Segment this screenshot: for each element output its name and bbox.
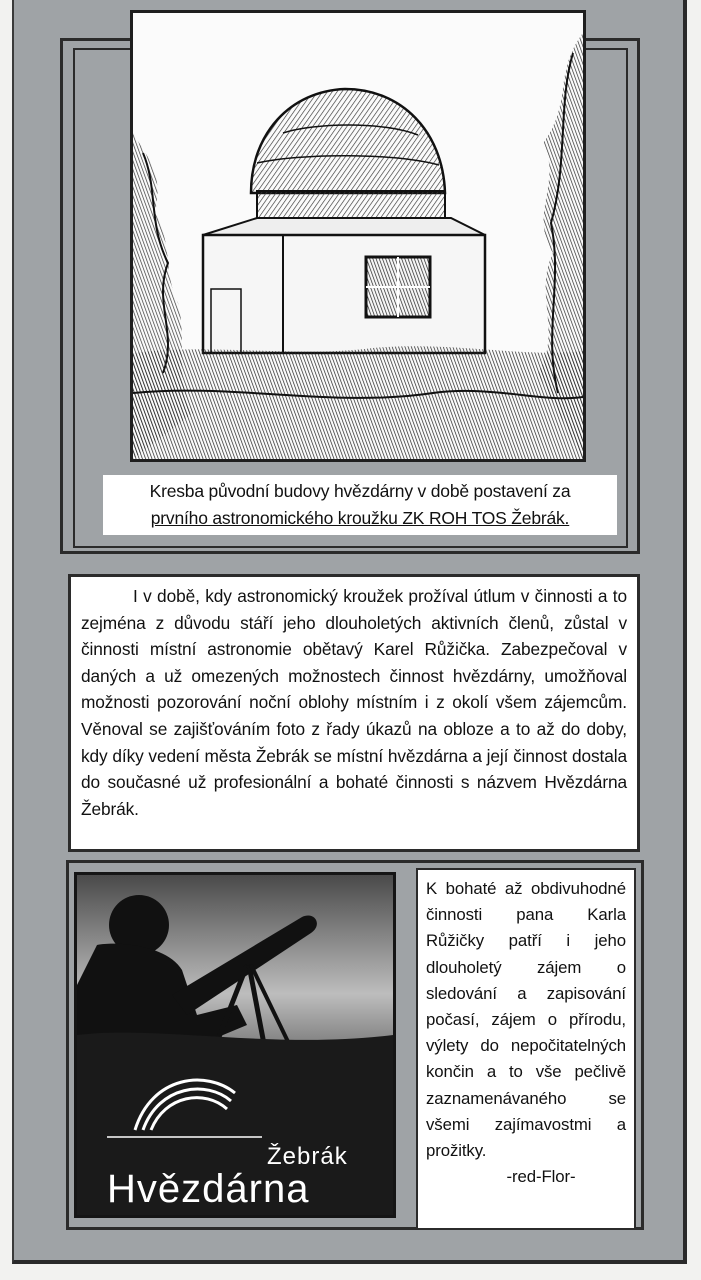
article-text-box — [68, 574, 640, 852]
observatory-sketch-image — [133, 13, 583, 459]
logo-town: Žebrák — [267, 1143, 348, 1170]
side-note-box — [416, 868, 636, 1230]
telescope-photo — [74, 872, 396, 1218]
signature: -red-Flor- — [506, 1167, 576, 1187]
logo-name: Hvězdárna — [107, 1167, 310, 1211]
caption-line-2: prvního astronomického kroužku ZK ROH TOS Žebrák. — [150, 508, 570, 528]
observatory-drawing — [130, 10, 586, 462]
caption-line-1: Kresba původní budovy hvězdárny v době postavení za — [149, 481, 571, 501]
side-note-text: K bohaté až obdivuhodné činnosti pana Karla Růžičky patří i jeho dlouholetý zájem o sledování a zapisování počasí, zájem o přírodu, výlety do nepočitatelných končin a to vše pečlivě zaznamenávaného se všemi zajímavostmi a prožitky. — [426, 879, 626, 1161]
illustration-caption — [103, 475, 617, 535]
article-paragraph: I v době, kdy astronomický kroužek prožíval útlum v činnosti a to zejména z důvodu stáří jeho dlouholetých aktivních členů, zůstal v činnosti místní astronomie obětavý Karel Růžička. Zabezpečoval v daných a už omezených možnostech činnost hvězdárny, umožňoval možnosti pozorování noční oblohy místním i z okolí všem zájemcům. Věnoval se zajišťováním foto z řady úkazů na obloze a to až do doby, kdy díky vedení města Žebrák se místní hvězdárna a její činnost dostala do současné už profesionální a bohaté činnosti s názvem Hvězdárna Žebrák. — [81, 586, 627, 819]
